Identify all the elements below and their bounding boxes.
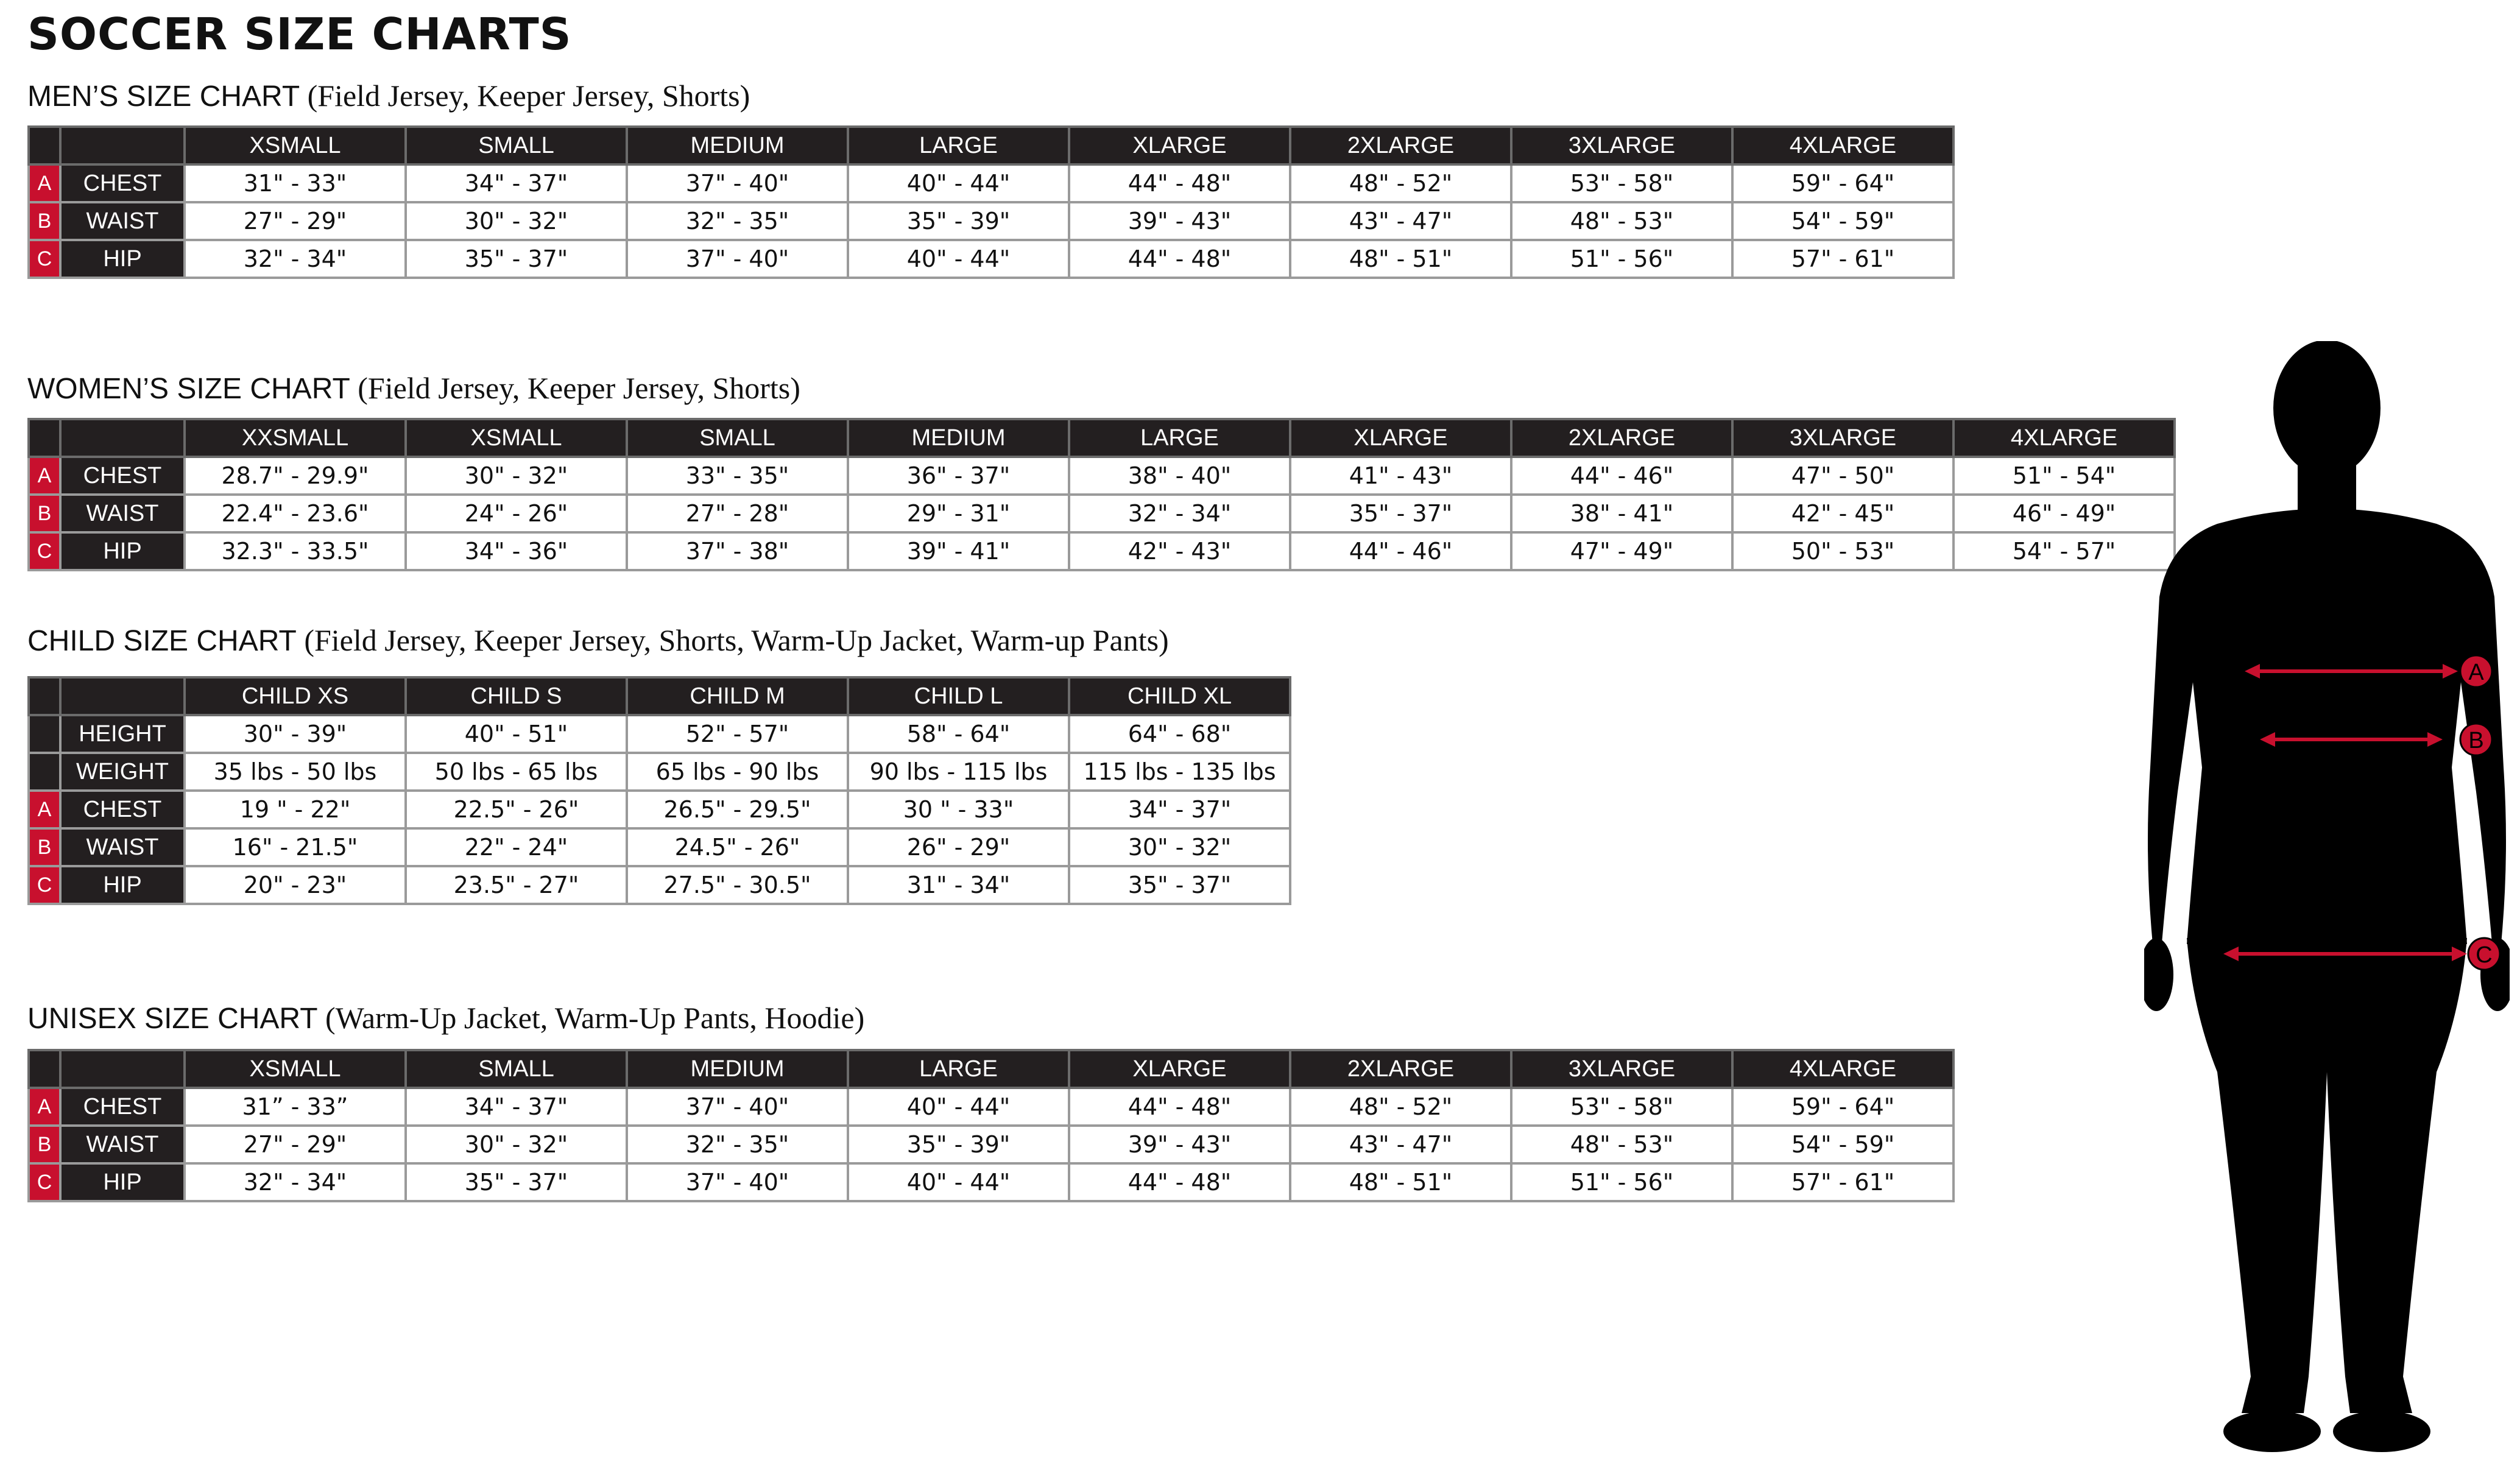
measurement-cell: 46" - 49" xyxy=(1954,495,2175,532)
measurement-cell: 22.5" - 26" xyxy=(406,791,627,828)
measurement-cell: 42" - 45" xyxy=(1732,495,1954,532)
women-title: WOMEN’S SIZE CHART xyxy=(27,373,350,405)
measurement-cell: 26" - 29" xyxy=(848,828,1069,866)
row-label: HIP xyxy=(60,532,185,570)
measurement-cell: 30 " - 33" xyxy=(848,791,1069,828)
marker-c-label: C xyxy=(2476,942,2493,968)
table-row xyxy=(29,240,1954,278)
unisex-section-title xyxy=(27,1000,864,1035)
measurement-cell: 43" - 47" xyxy=(1290,202,1511,240)
measurement-cell: 36" - 37" xyxy=(848,457,1069,495)
column-header: LARGE xyxy=(848,1050,1069,1088)
row-letter-badge: C xyxy=(29,240,60,278)
measurement-cell: 35" - 37" xyxy=(1069,866,1290,904)
measurement-cell: 37" - 40" xyxy=(627,164,848,202)
column-header: CHILD S xyxy=(406,677,627,715)
measurement-cell: 40" - 44" xyxy=(848,240,1069,278)
measurement-cell: 44" - 48" xyxy=(1069,164,1290,202)
measurement-cell: 40" - 44" xyxy=(848,1088,1069,1126)
header-blank-cell xyxy=(60,127,185,164)
measurement-cell: 50" - 53" xyxy=(1732,532,1954,570)
measurement-cell: 34" - 36" xyxy=(406,532,627,570)
measurement-cell: 37" - 40" xyxy=(627,1088,848,1126)
measurement-cell: 24.5" - 26" xyxy=(627,828,848,866)
measurement-cell: 35" - 37" xyxy=(1290,495,1511,532)
measurement-cell: 48" - 52" xyxy=(1290,1088,1511,1126)
table-row xyxy=(29,753,1290,791)
measurement-cell: 39" - 43" xyxy=(1069,1126,1290,1163)
measurement-cell: 29" - 31" xyxy=(848,495,1069,532)
measurement-cell: 51" - 56" xyxy=(1511,240,1732,278)
column-header: LARGE xyxy=(848,127,1069,164)
column-header: SMALL xyxy=(406,1050,627,1088)
row-letter-badge: C xyxy=(29,532,60,570)
page-title: SOCCER SIZE CHARTS xyxy=(27,9,572,60)
column-header: XSMALL xyxy=(185,127,406,164)
unisex-size-table xyxy=(27,1049,1955,1202)
measurement-cell: 48" - 52" xyxy=(1290,164,1511,202)
marker-b-icon xyxy=(2460,724,2492,755)
men-section-title xyxy=(27,78,750,113)
table-row xyxy=(29,495,2175,532)
row-label: HIP xyxy=(60,1163,185,1201)
table-row xyxy=(29,828,1290,866)
measurement-cell: 34" - 37" xyxy=(406,1088,627,1126)
men-subtitle: (Field Jersey, Keeper Jersey, Shorts) xyxy=(307,79,750,113)
column-header: XXSMALL xyxy=(185,419,406,457)
measurement-cell: 32.3" - 33.5" xyxy=(185,532,406,570)
measurement-cell: 38" - 40" xyxy=(1069,457,1290,495)
measurement-cell: 31" - 34" xyxy=(848,866,1069,904)
row-letter-badge: B xyxy=(29,828,60,866)
column-header: XSMALL xyxy=(406,419,627,457)
measurement-cell: 44" - 46" xyxy=(1511,457,1732,495)
row-label: WAIST xyxy=(60,828,185,866)
row-letter-badge xyxy=(29,715,60,753)
measurement-cell: 40" - 44" xyxy=(848,1163,1069,1201)
header-blank-cell xyxy=(29,127,60,164)
measurement-cell: 33" - 35" xyxy=(627,457,848,495)
row-label: CHEST xyxy=(60,457,185,495)
measurement-cell: 53" - 58" xyxy=(1511,1088,1732,1126)
women-size-table xyxy=(27,418,2176,571)
column-header: CHILD XL xyxy=(1069,677,1290,715)
measurement-cell: 27" - 29" xyxy=(185,1126,406,1163)
measurement-cell: 54" - 57" xyxy=(1954,532,2175,570)
column-header: MEDIUM xyxy=(627,127,848,164)
child-subtitle: (Field Jersey, Keeper Jersey, Shorts, Warm-Up Jacket, Warm-up Pants) xyxy=(304,623,1169,657)
row-label: HIP xyxy=(60,240,185,278)
row-letter-badge: C xyxy=(29,866,60,904)
column-header: LARGE xyxy=(1069,419,1290,457)
header-blank-cell xyxy=(29,419,60,457)
column-header: 3XLARGE xyxy=(1511,1050,1732,1088)
measurement-cell: 19 " - 22" xyxy=(185,791,406,828)
measurement-cell: 51" - 54" xyxy=(1954,457,2175,495)
measurement-cell: 43" - 47" xyxy=(1290,1126,1511,1163)
measurement-cell: 54" - 59" xyxy=(1732,202,1954,240)
column-header: 4XLARGE xyxy=(1954,419,2175,457)
column-header: XLARGE xyxy=(1069,1050,1290,1088)
header-blank-cell xyxy=(60,677,185,715)
table-row xyxy=(29,866,1290,904)
measurement-cell: 59" - 64" xyxy=(1732,164,1954,202)
marker-a-label: A xyxy=(2468,660,2484,685)
measurement-cell: 32" - 34" xyxy=(185,240,406,278)
row-label: WEIGHT xyxy=(60,753,185,791)
row-letter-badge: A xyxy=(29,164,60,202)
header-blank-cell xyxy=(60,1050,185,1088)
column-header: CHILD L xyxy=(848,677,1069,715)
measurement-cell: 35" - 37" xyxy=(406,240,627,278)
measurement-cell: 53" - 58" xyxy=(1511,164,1732,202)
column-header: CHILD XS xyxy=(185,677,406,715)
measurement-cell: 23.5" - 27" xyxy=(406,866,627,904)
column-header: SMALL xyxy=(627,419,848,457)
measurement-cell: 34" - 37" xyxy=(1069,791,1290,828)
column-header: MEDIUM xyxy=(848,419,1069,457)
table-row xyxy=(29,164,1954,202)
measurement-cell: 20" - 23" xyxy=(185,866,406,904)
column-header: XSMALL xyxy=(185,1050,406,1088)
table-row xyxy=(29,715,1290,753)
column-header: SMALL xyxy=(406,127,627,164)
measurement-cell: 22" - 24" xyxy=(406,828,627,866)
men-title: MEN’S SIZE CHART xyxy=(27,80,300,113)
measurement-cell: 28.7" - 29.9" xyxy=(185,457,406,495)
row-label: WAIST xyxy=(60,1126,185,1163)
measurement-cell: 35" - 39" xyxy=(848,202,1069,240)
unisex-subtitle: (Warm-Up Jacket, Warm-Up Pants, Hoodie) xyxy=(325,1001,865,1035)
row-label: CHEST xyxy=(60,1088,185,1126)
row-letter-badge: A xyxy=(29,457,60,495)
measurement-cell: 35 lbs - 50 lbs xyxy=(185,753,406,791)
table-row xyxy=(29,202,1954,240)
measurement-cell: 47" - 49" xyxy=(1511,532,1732,570)
row-letter-badge: B xyxy=(29,1126,60,1163)
row-letter-badge: C xyxy=(29,1163,60,1201)
measurement-cell: 37" - 40" xyxy=(627,240,848,278)
header-blank-cell xyxy=(60,419,185,457)
column-header: XLARGE xyxy=(1290,419,1511,457)
column-header: CHILD M xyxy=(627,677,848,715)
measurement-cell: 47" - 50" xyxy=(1732,457,1954,495)
row-label: HEIGHT xyxy=(60,715,185,753)
row-letter-badge xyxy=(29,753,60,791)
row-label: CHEST xyxy=(60,791,185,828)
measurement-cell: 58" - 64" xyxy=(848,715,1069,753)
measurement-cell: 30" - 39" xyxy=(185,715,406,753)
header-blank-cell xyxy=(29,677,60,715)
measurement-cell: 27" - 28" xyxy=(627,495,848,532)
measurement-cell: 37" - 38" xyxy=(627,532,848,570)
measurement-cell: 37" - 40" xyxy=(627,1163,848,1201)
header-row xyxy=(29,419,2175,457)
measurement-cell: 34" - 37" xyxy=(406,164,627,202)
column-header: XLARGE xyxy=(1069,127,1290,164)
row-letter-badge: A xyxy=(29,791,60,828)
column-header: 2XLARGE xyxy=(1290,1050,1511,1088)
measurement-cell: 44" - 48" xyxy=(1069,1163,1290,1201)
column-header: 3XLARGE xyxy=(1732,419,1954,457)
header-row xyxy=(29,127,1954,164)
measurement-cell: 41" - 43" xyxy=(1290,457,1511,495)
table-row xyxy=(29,1163,1954,1201)
measurement-cell: 22.4" - 23.6" xyxy=(185,495,406,532)
measurement-cell: 31" - 33" xyxy=(185,164,406,202)
header-row xyxy=(29,1050,1954,1088)
child-section-title xyxy=(27,622,1169,658)
measurement-cell: 39" - 43" xyxy=(1069,202,1290,240)
measurement-cell: 35" - 39" xyxy=(848,1126,1069,1163)
table-row xyxy=(29,791,1290,828)
header-row xyxy=(29,677,1290,715)
measurement-cell: 32" - 34" xyxy=(1069,495,1290,532)
measurement-cell: 27" - 29" xyxy=(185,202,406,240)
unisex-title: UNISEX SIZE CHART xyxy=(27,1003,317,1035)
row-label: WAIST xyxy=(60,202,185,240)
measurement-cell: 44" - 48" xyxy=(1069,240,1290,278)
measurement-cell: 48" - 51" xyxy=(1290,240,1511,278)
measurement-cell: 57" - 61" xyxy=(1732,1163,1954,1201)
child-size-table xyxy=(27,676,1291,905)
column-header: 3XLARGE xyxy=(1511,127,1732,164)
child-title: CHILD SIZE CHART xyxy=(27,625,296,657)
header-blank-cell xyxy=(29,1050,60,1088)
table-row xyxy=(29,457,2175,495)
table-row xyxy=(29,1126,1954,1163)
column-header: 2XLARGE xyxy=(1511,419,1732,457)
measurement-cell: 16" - 21.5" xyxy=(185,828,406,866)
measurement-cell: 48" - 53" xyxy=(1511,1126,1732,1163)
row-letter-badge: A xyxy=(29,1088,60,1126)
marker-b-label: B xyxy=(2468,728,2484,753)
measurement-cell: 65 lbs - 90 lbs xyxy=(627,753,848,791)
measurement-cell: 54" - 59" xyxy=(1732,1126,1954,1163)
men-size-table xyxy=(27,125,1955,279)
measurement-cell: 44" - 46" xyxy=(1290,532,1511,570)
measurement-cell: 59" - 64" xyxy=(1732,1088,1954,1126)
measurement-cell: 24" - 26" xyxy=(406,495,627,532)
row-label: CHEST xyxy=(60,164,185,202)
table-row xyxy=(29,532,2175,570)
row-label: WAIST xyxy=(60,495,185,532)
body-silhouette-icon xyxy=(2144,341,2510,1457)
measurement-cell: 51" - 56" xyxy=(1511,1163,1732,1201)
measurement-cell: 35" - 37" xyxy=(406,1163,627,1201)
measurement-cell: 32" - 35" xyxy=(627,1126,848,1163)
column-header: 4XLARGE xyxy=(1732,1050,1954,1088)
measurement-cell: 39" - 41" xyxy=(848,532,1069,570)
marker-a-icon xyxy=(2460,655,2492,687)
measurement-cell: 44" - 48" xyxy=(1069,1088,1290,1126)
measurement-cell: 32" - 35" xyxy=(627,202,848,240)
row-label: HIP xyxy=(60,866,185,904)
measurement-cell: 30" - 32" xyxy=(406,1126,627,1163)
column-header: 4XLARGE xyxy=(1732,127,1954,164)
measurement-cell: 27.5" - 30.5" xyxy=(627,866,848,904)
measurement-cell: 90 lbs - 115 lbs xyxy=(848,753,1069,791)
measurement-cell: 48" - 53" xyxy=(1511,202,1732,240)
measurement-cell: 48" - 51" xyxy=(1290,1163,1511,1201)
row-letter-badge: B xyxy=(29,202,60,240)
marker-c-icon xyxy=(2468,938,2500,970)
measurement-cell: 115 lbs - 135 lbs xyxy=(1069,753,1290,791)
measurement-cell: 32" - 34" xyxy=(185,1163,406,1201)
women-subtitle: (Field Jersey, Keeper Jersey, Shorts) xyxy=(358,371,800,405)
measurement-cell: 30" - 32" xyxy=(406,202,627,240)
measurement-cell: 31” - 33” xyxy=(185,1088,406,1126)
measurement-cell: 52" - 57" xyxy=(627,715,848,753)
measurement-cell: 38" - 41" xyxy=(1511,495,1732,532)
measurement-cell: 57" - 61" xyxy=(1732,240,1954,278)
measurement-cell: 64" - 68" xyxy=(1069,715,1290,753)
measurement-cell: 40" - 44" xyxy=(848,164,1069,202)
measurement-cell: 30" - 32" xyxy=(406,457,627,495)
table-row xyxy=(29,1088,1954,1126)
measurement-cell: 30" - 32" xyxy=(1069,828,1290,866)
measurement-cell: 26.5" - 29.5" xyxy=(627,791,848,828)
measurement-cell: 50 lbs - 65 lbs xyxy=(406,753,627,791)
column-header: MEDIUM xyxy=(627,1050,848,1088)
measurement-cell: 40" - 51" xyxy=(406,715,627,753)
column-header: 2XLARGE xyxy=(1290,127,1511,164)
measurement-cell: 42" - 43" xyxy=(1069,532,1290,570)
women-section-title xyxy=(27,370,800,406)
row-letter-badge: B xyxy=(29,495,60,532)
